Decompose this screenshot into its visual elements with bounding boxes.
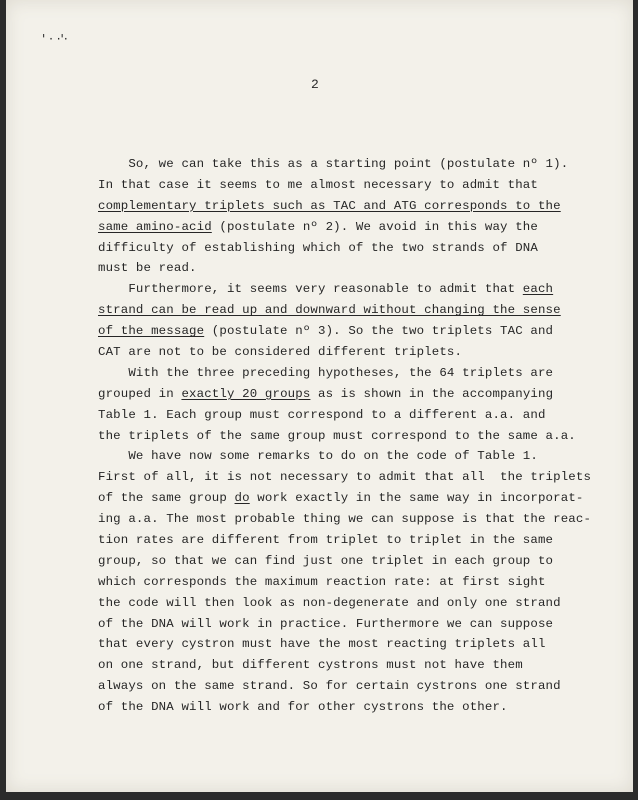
text-segment: always on the same strand. So for certain cystrons one strand — [98, 679, 561, 694]
text-segment: of the DNA will work and for other cystrons the other. — [98, 700, 508, 715]
underlined-phrase: exactly 20 groups — [181, 386, 311, 401]
text-segment: Furthermore, it seems very reasonable to admit that — [98, 282, 523, 297]
text-segment: Table 1. Each group must correspond to a different a.a. and — [98, 407, 546, 422]
text-line — [98, 154, 598, 175]
text-segment: (postulate nº 2). We avoid in this way the — [211, 219, 538, 234]
text-line — [98, 551, 598, 572]
text-line — [98, 217, 598, 238]
underlined-phrase: same amino-acid — [98, 219, 212, 234]
text-line — [98, 426, 598, 447]
page-number: 2 — [311, 77, 319, 92]
text-line — [98, 238, 598, 259]
text-segment: First of all, it is not necessary to admit that all the triplets — [98, 470, 592, 485]
text-line — [98, 342, 598, 363]
text-segment: We have now some remarks to do on the code of Table 1. — [98, 449, 538, 464]
text-segment: So, we can take this as a starting point (postulate nº 1). — [98, 157, 569, 171]
text-line — [98, 572, 598, 593]
corner-marks: ' · ·'· — [42, 32, 68, 46]
underlined-phrase: each — [522, 282, 554, 297]
text-segment: must be read. — [98, 261, 197, 276]
text-line — [98, 697, 598, 718]
text-segment: (postulate nº 3). So the two triplets TAC and — [204, 324, 554, 339]
underlined-phrase: of the message — [98, 324, 205, 339]
text-segment: the code will then look as non-degenerate and only one strand — [98, 595, 561, 610]
text-line — [98, 634, 598, 655]
text-segment: difficulty of establishing which of the two strands of DNA — [98, 240, 538, 255]
text-segment: of the same group — [98, 491, 235, 506]
text-line — [98, 655, 598, 676]
text-line — [98, 300, 598, 321]
text-line — [98, 509, 598, 530]
text-segment: With the three preceding hypotheses, the 64 triplets are — [98, 365, 554, 380]
text-segment: In that case it seems to me almost necessary to admit that — [98, 177, 538, 192]
text-line — [98, 196, 598, 217]
text-segment: tion rates are different from triplet to triplet in the same — [98, 533, 554, 548]
text-segment: work exactly in the same way in incorporat- — [249, 491, 584, 506]
text-line — [98, 384, 598, 405]
text-line — [98, 363, 598, 384]
text-line — [98, 530, 598, 551]
text-line — [98, 614, 598, 635]
text-segment: that every cystron must have the most reacting triplets all — [98, 637, 546, 652]
underlined-phrase: complementary triplets such as TAC and ATG corresponds to the — [98, 198, 561, 213]
text-segment: grouped in — [98, 386, 182, 401]
text-line — [98, 446, 598, 467]
text-segment: as is shown in the accompanying — [310, 386, 554, 401]
text-segment: on one strand, but different cystrons must not have them — [98, 658, 523, 673]
text-line — [98, 258, 598, 279]
text-line — [98, 488, 598, 509]
text-segment: CAT are not to be considered different triplets. — [98, 345, 463, 360]
text-line — [98, 676, 598, 697]
text-line — [98, 467, 598, 488]
text-segment: which corresponds the maximum reaction rate: at first sight — [98, 574, 546, 589]
text-line — [98, 175, 598, 196]
text-segment: ing a.a. The most probable thing we can suppose is that the reac- — [98, 512, 592, 527]
text-line — [98, 321, 598, 342]
underlined-phrase: strand can be read up and downward without changing the sense — [98, 303, 561, 318]
body-text — [98, 154, 598, 718]
underlined-phrase: do — [234, 491, 250, 506]
text-segment: of the DNA will work in practice. Furthermore we can suppose — [98, 616, 554, 631]
text-line — [98, 593, 598, 614]
document-page — [6, 0, 633, 792]
text-segment: group, so that we can find just one triplet in each group to — [98, 553, 554, 568]
text-line — [98, 405, 598, 426]
text-line — [98, 279, 598, 300]
text-segment: the triplets of the same group must correspond to the same a.a. — [98, 428, 576, 443]
